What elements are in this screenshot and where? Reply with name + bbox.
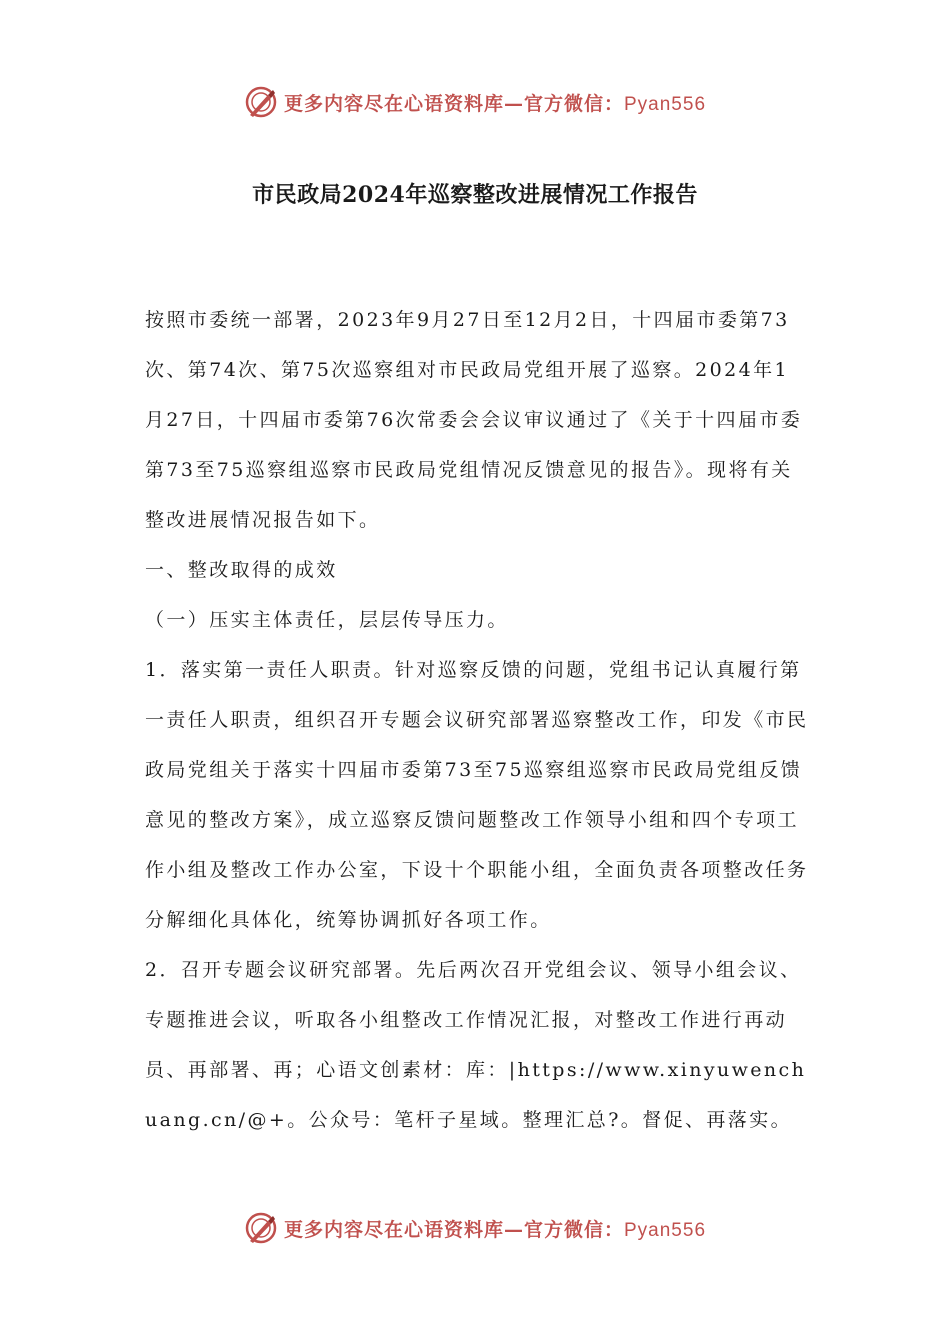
page-title: 市民政局2024年巡察整改进展情况工作报告 xyxy=(252,182,698,208)
pen-circle-logo-icon xyxy=(244,1211,278,1245)
paragraph-item-2: 2．召开专题会议研究部署。先后两次召开党组会议、领导小组会议、专题推进会议，听取各小组整改工作情况汇报，对整改工作进行再动员、再部署、再；心语文创素材：库：|https://www.xinyuwenchuang.cn/@+。公众号：笔杆子星域。整理汇总?。督促、再落实。 xyxy=(145,959,807,1131)
paragraph-item-1: 1．落实第一责任人职责。针对巡察反馈的问题，党组书记认真履行第一责任人职责，组织召开专题会议研究部署巡察整改工作，印发《市民政局党组关于落实十四届市委第73至75巡察组巡察市民政局党组反馈意见的整改方案》，成立巡察反馈问题整改工作领导小组和四个专项工作小组及整改工作办公室，下设十个职能小组，全面负责各项整改任务分解细化具体化，统筹协调抓好各项工作。 xyxy=(145,659,809,931)
banner-text: 更多内容尽在心语资料库—官方微信：Pyan556 xyxy=(283,1218,707,1241)
banner-text: 更多内容尽在心语资料库—官方微信：Pyan556 xyxy=(283,92,707,115)
document-body xyxy=(145,295,810,1145)
banner-wechat-id: Pyan556 xyxy=(624,1219,707,1241)
heading-subsection-1: （一）压实主体责任，层层传导压力。 xyxy=(145,609,509,631)
header-banner xyxy=(0,82,950,122)
banner-wechat-id: Pyan556 xyxy=(624,93,707,115)
footer-banner xyxy=(0,1208,950,1248)
heading-section-1: 一、整改取得的成效 xyxy=(145,559,338,581)
pen-circle-logo-icon xyxy=(244,85,278,119)
paragraph-intro: 按照市委统一部署，2023年9月27日至12月2日，十四届市委第73次、第74次、第75次巡察组对市民政局党组开展了巡察。2024年1月27日，十四届市委第76次常委会会议审议通过了《关于十四届市委第73至75巡察组巡察市民政局党组情况反馈意见的报告》。现将有关整改进展情况报告如下。 xyxy=(145,309,803,531)
